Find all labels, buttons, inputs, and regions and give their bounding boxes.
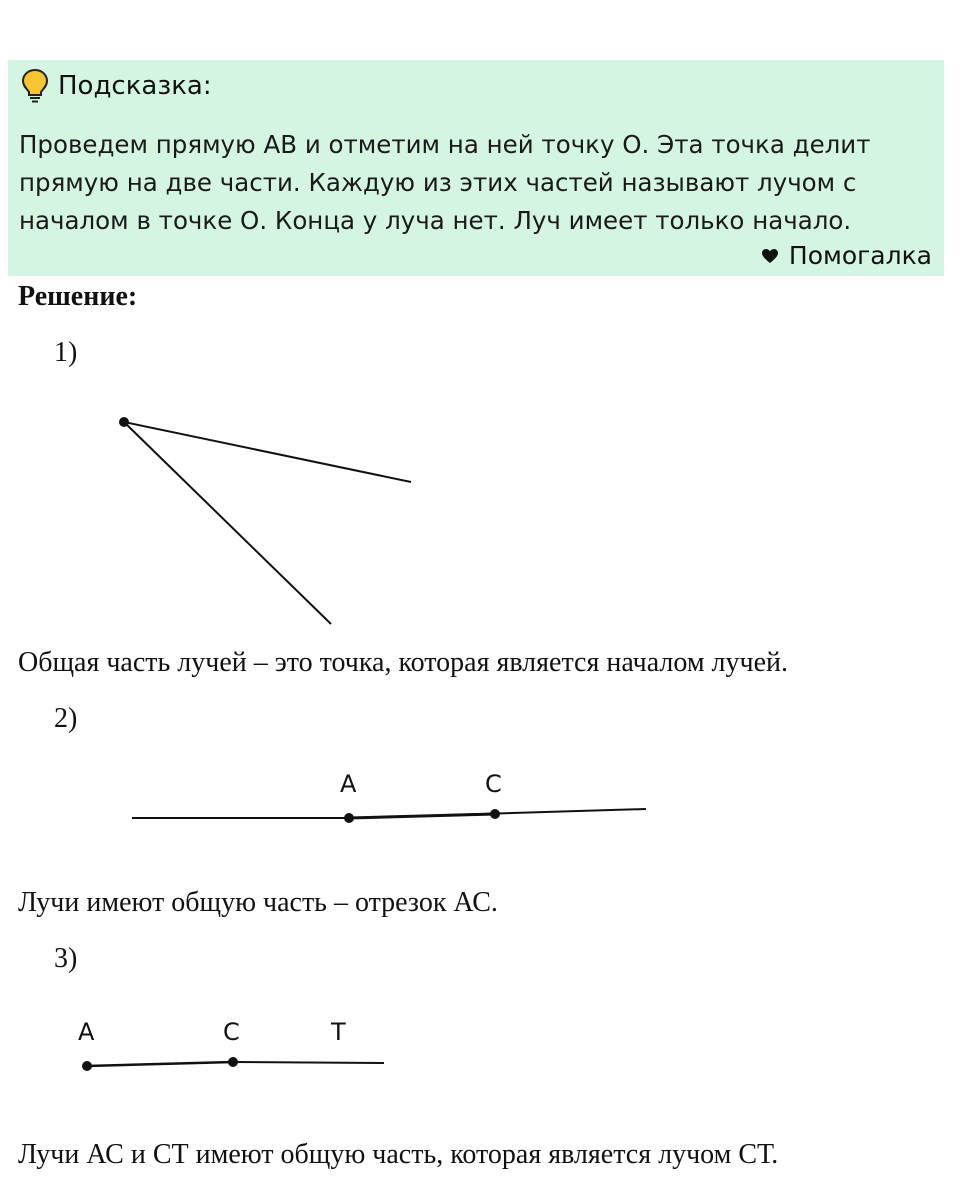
brand-signature [761, 240, 932, 272]
lightbulb-icon [20, 68, 50, 104]
hint-line: Проведем прямую АВ и отметим на ней точку О. Эта точка делит [19, 130, 871, 159]
point-a [344, 813, 354, 823]
point-label: C [485, 770, 502, 798]
point-label: A [340, 770, 357, 798]
item-number: 3) [54, 943, 78, 974]
brand-name: Помогалка [788, 241, 932, 270]
point-label: T [331, 1018, 346, 1046]
ray-line [233, 1062, 384, 1063]
hint-title: Подсказка: [58, 71, 212, 101]
item-text: Лучи АС и СТ имеют общую часть, которая является лучом СТ. [18, 1139, 779, 1170]
hint-line: прямую на две части. Каждую из этих частей называют лучом с [19, 168, 857, 197]
item-number: 1) [54, 337, 78, 368]
point-label: C [223, 1018, 240, 1046]
segment-line [349, 814, 495, 818]
item-text: Общая часть лучей – это точка, которая является началом лучей. [18, 647, 789, 678]
figure-3-rays [0, 1010, 960, 1090]
hint-text [19, 126, 931, 240]
point-a [82, 1061, 92, 1071]
ray-line [87, 1062, 233, 1066]
hint-box [8, 60, 944, 276]
point-c [228, 1057, 238, 1067]
point-label: A [78, 1018, 95, 1046]
ray-line [124, 422, 331, 624]
point-c [490, 809, 500, 819]
item-number: 2) [54, 703, 78, 734]
figure-2-rays [0, 760, 960, 840]
solution-title: Решение: [18, 281, 138, 312]
heart-icon [761, 248, 779, 264]
ray-line [124, 422, 411, 482]
ray-origin-point [119, 417, 129, 427]
hint-header [20, 68, 212, 104]
figure-1-rays [0, 400, 960, 630]
hint-line: началом в точке О. Конца у луча нет. Луч имеет только начало. [19, 206, 852, 235]
item-text: Лучи имеют общую часть – отрезок АС. [18, 887, 498, 918]
